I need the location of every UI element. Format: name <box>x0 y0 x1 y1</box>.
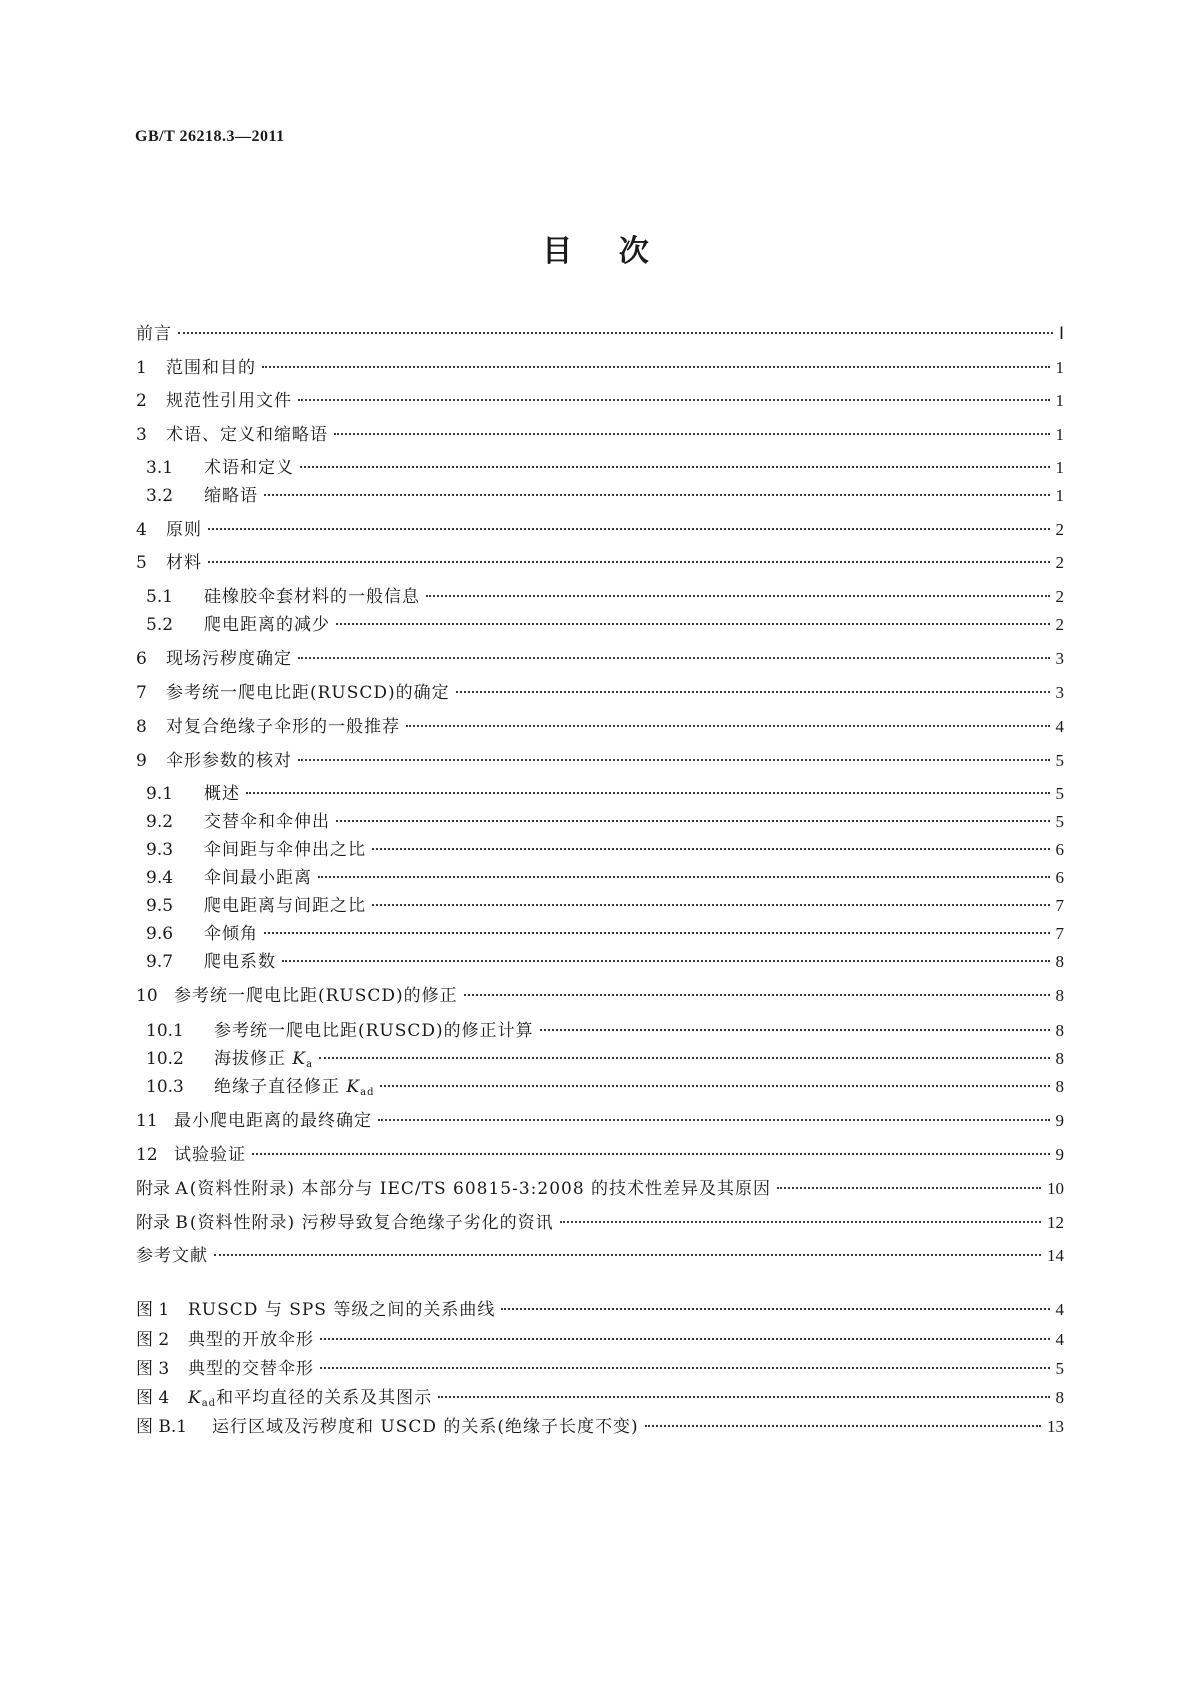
toc-entry-page: 4 <box>1055 1330 1064 1349</box>
toc-entry-number: 6 <box>136 649 147 669</box>
toc-entry-number: 9.5 <box>146 896 174 916</box>
toc-entry[interactable] <box>146 613 1064 637</box>
toc-entry-title: 爬电距离与间距之比 <box>204 896 366 916</box>
toc-entry[interactable] <box>146 456 1064 480</box>
toc-entry[interactable] <box>136 1143 1064 1167</box>
toc-entry-page: 2 <box>1055 587 1064 606</box>
dot-leader <box>464 994 1050 996</box>
toc-entry[interactable] <box>146 838 1064 862</box>
toc-entry-number: 附录 B <box>136 1213 188 1233</box>
toc-entry[interactable] <box>136 647 1064 671</box>
toc-entry-page: 1 <box>1055 391 1064 410</box>
toc-entry[interactable] <box>136 322 1064 346</box>
toc-entry-number: 9.6 <box>146 924 174 944</box>
toc-entry-page: Ⅰ <box>1058 324 1064 343</box>
dot-leader <box>208 528 1050 530</box>
toc-entry-page: 5 <box>1055 784 1064 803</box>
toc-entry-title: 伞间最小距离 <box>204 868 312 888</box>
toc-entry-page: 5 <box>1055 751 1064 770</box>
toc-entry-page: 6 <box>1055 840 1064 859</box>
toc-entry-page: 8 <box>1055 1077 1064 1096</box>
toc-entry[interactable] <box>136 1415 1064 1439</box>
toc-entry-number: 9.7 <box>146 952 174 972</box>
toc-entry-number: 9.3 <box>146 840 174 860</box>
toc-entry-number: 图 B.1 <box>136 1417 188 1437</box>
toc-entry-number: 9 <box>136 751 147 771</box>
toc-entry-page: 1 <box>1055 458 1064 477</box>
toc-entry-title: (资料性附录) 污秽导致复合绝缘子劣化的资讯 <box>189 1213 554 1233</box>
dot-leader <box>540 1029 1050 1031</box>
dot-leader <box>262 366 1050 368</box>
toc-entry-title: 参考文献 <box>136 1246 208 1266</box>
toc-entry-number: 10.3 <box>146 1077 184 1097</box>
toc-entry[interactable] <box>136 681 1064 705</box>
subscript: ad <box>201 1398 217 1409</box>
toc-entry[interactable] <box>136 715 1064 739</box>
toc-entry[interactable] <box>136 1328 1064 1352</box>
toc-entry-number: 3.1 <box>146 458 174 478</box>
toc-entry[interactable] <box>136 518 1064 542</box>
toc-entry-page: 2 <box>1055 520 1064 539</box>
toc-entry-title: 规范性引用文件 <box>166 391 292 411</box>
toc-entry-number: 5.1 <box>146 587 174 607</box>
toc-entry-number: 9.2 <box>146 812 174 832</box>
toc-entry-page: 2 <box>1055 615 1064 634</box>
toc-entry-page: 4 <box>1055 717 1064 736</box>
toc-entry-title: 原则 <box>166 520 202 540</box>
toc-entry-number: 10 <box>136 986 158 1006</box>
toc-entry-number: 1 <box>136 358 147 378</box>
toc-entry-page: 3 <box>1055 649 1064 668</box>
toc-entry-number: 9.1 <box>146 784 174 804</box>
toc-entry-number: 图 4 <box>136 1388 170 1408</box>
toc-entry-title: 爬电系数 <box>204 952 276 972</box>
toc-entry[interactable] <box>146 1047 1064 1071</box>
toc-entry-number: 8 <box>136 717 147 737</box>
dot-leader <box>264 932 1050 934</box>
toc-entry[interactable] <box>146 922 1064 946</box>
dot-leader <box>298 657 1050 659</box>
toc-entry[interactable] <box>136 1357 1064 1381</box>
toc-entry-page: 5 <box>1055 1359 1064 1378</box>
toc-entry-title: 运行区域及污秽度和 USCD 的关系(绝缘子长度不变) <box>212 1417 639 1437</box>
dot-leader <box>378 1119 1050 1121</box>
toc-entry-title: 硅橡胶伞套材料的一般信息 <box>204 587 420 607</box>
toc-entry-number: 10.1 <box>146 1021 184 1041</box>
toc-entry-page: 5 <box>1055 812 1064 831</box>
toc-entry-page: 2 <box>1055 553 1064 572</box>
toc-entry-page: 8 <box>1055 952 1064 971</box>
toc-entry[interactable] <box>136 984 1064 1008</box>
dot-leader <box>501 1308 1049 1310</box>
toc-entry-page: 7 <box>1055 924 1064 943</box>
toc-entry[interactable] <box>136 551 1064 575</box>
dot-leader <box>777 1187 1041 1189</box>
toc-entry-page: 8 <box>1055 1021 1064 1040</box>
toc-entry-page: 1 <box>1055 358 1064 377</box>
toc-entry-number: 图 3 <box>136 1359 170 1379</box>
toc-entry-page: 6 <box>1055 868 1064 887</box>
subscript: a <box>306 1059 314 1070</box>
dot-leader <box>336 820 1050 822</box>
toc-entry-page: 9 <box>1055 1111 1064 1130</box>
toc-entry[interactable] <box>136 1211 1064 1235</box>
toc-entry-page: 13 <box>1047 1417 1064 1436</box>
toc-entry-title: 概述 <box>204 784 240 804</box>
toc-entry-title: 参考统一爬电比距(RUSCD)的修正计算 <box>214 1021 534 1041</box>
toc-entry-number: 3 <box>136 425 147 445</box>
dot-leader <box>560 1221 1041 1223</box>
toc-entry-title: 前言 <box>136 324 172 344</box>
toc-entry-page: 14 <box>1047 1246 1064 1265</box>
toc-entry-page: 4 <box>1055 1300 1064 1319</box>
toc-entry[interactable] <box>146 950 1064 974</box>
toc-entry-title: 伞间距与伞伸出之比 <box>204 840 366 860</box>
dot-leader <box>264 494 1050 496</box>
toc-entry-number: 5 <box>136 553 147 573</box>
toc-entry-number: 10.2 <box>146 1049 184 1069</box>
toc-entry-page: 1 <box>1055 486 1064 505</box>
dot-leader <box>208 561 1050 563</box>
dot-leader <box>320 1338 1050 1340</box>
dot-leader <box>298 399 1050 401</box>
dot-leader <box>406 725 1050 727</box>
dot-leader <box>282 960 1050 962</box>
toc-entry[interactable] <box>146 1075 1064 1099</box>
dot-leader <box>334 433 1050 435</box>
dot-leader <box>252 1153 1050 1155</box>
toc-entry-number: 2 <box>136 391 147 411</box>
page-title: 目 次 <box>542 234 649 269</box>
toc-entry[interactable] <box>136 1177 1064 1201</box>
toc-entry-title: 典型的交替伞形 <box>188 1359 314 1379</box>
toc-entry[interactable] <box>146 585 1064 609</box>
toc-entry[interactable] <box>146 484 1064 508</box>
toc-entry-page: 7 <box>1055 896 1064 915</box>
toc-entry-title: 参考统一爬电比距(RUSCD)的确定 <box>166 683 450 703</box>
dot-leader <box>214 1254 1041 1256</box>
toc-entry-number: 12 <box>136 1145 158 1165</box>
toc-entry[interactable] <box>146 866 1064 890</box>
dot-leader <box>300 466 1050 468</box>
dot-leader <box>246 792 1050 794</box>
dot-leader <box>298 759 1050 761</box>
standard-code: GB/T 26218.3—2011 <box>135 128 285 145</box>
toc-entry-page: 12 <box>1047 1213 1064 1232</box>
toc-entry-title: 对复合绝缘子伞形的一般推荐 <box>166 717 400 737</box>
toc-entry-number: 附录 A <box>136 1179 188 1199</box>
toc-entry[interactable] <box>136 1298 1064 1322</box>
toc-entry[interactable] <box>136 1386 1064 1410</box>
toc-entry-title: 绝缘子直径修正 $K_{ad}$ <box>214 1077 375 1098</box>
toc-entry-title: 伞形参数的核对 <box>166 751 292 771</box>
toc-entry-number: 3.2 <box>146 486 174 506</box>
toc-entry-page: 8 <box>1055 1388 1064 1407</box>
dot-leader <box>372 904 1050 906</box>
toc-entry-title: 范围和目的 <box>166 358 256 378</box>
dot-leader <box>318 876 1050 878</box>
toc-entry-page: 8 <box>1055 1049 1064 1068</box>
toc-entry-number: 图 1 <box>136 1300 170 1320</box>
dot-leader <box>426 595 1050 597</box>
toc-entry-title: 试验验证 <box>174 1145 246 1165</box>
toc-entry[interactable] <box>136 1244 1064 1268</box>
dot-leader <box>336 623 1050 625</box>
toc-entry[interactable] <box>136 356 1064 380</box>
dot-leader <box>320 1367 1050 1369</box>
toc-entry-page: 3 <box>1055 683 1064 702</box>
toc-entry-title: 爬电距离的减少 <box>204 615 330 635</box>
toc-entry-title: 术语、定义和缩略语 <box>166 425 328 445</box>
toc-entry[interactable] <box>146 1019 1064 1043</box>
toc-entry-number: 9.4 <box>146 868 174 888</box>
toc-entry-title: 海拔修正 $K_a$ <box>214 1049 314 1070</box>
toc-entry-title: RUSCD 与 SPS 等级之间的关系曲线 <box>188 1300 496 1320</box>
dot-leader <box>372 848 1050 850</box>
toc-entry[interactable] <box>136 389 1064 413</box>
subscript: ad <box>360 1087 375 1098</box>
toc-entry-title: 现场污秽度确定 <box>166 649 292 669</box>
toc-entry[interactable] <box>136 423 1064 447</box>
toc-entry-page: 10 <box>1047 1179 1064 1198</box>
toc-entry-title: 交替伞和伞伸出 <box>204 812 330 832</box>
dot-leader <box>178 332 1053 334</box>
toc-entry[interactable] <box>146 782 1064 806</box>
toc-entry-number: 11 <box>136 1111 158 1131</box>
toc-entry-title: 参考统一爬电比距(RUSCD)的修正 <box>174 986 458 1006</box>
dot-leader <box>380 1085 1049 1087</box>
toc-entry-page: 9 <box>1055 1145 1064 1164</box>
toc-entry-page: 1 <box>1055 425 1064 444</box>
toc-entry-title: 伞倾角 <box>204 924 258 944</box>
toc-entry[interactable] <box>136 1109 1064 1133</box>
toc-entry-page: 8 <box>1055 986 1064 1005</box>
toc-entry-number: 7 <box>136 683 147 703</box>
toc-entry-title: 最小爬电距离的最终确定 <box>174 1111 372 1131</box>
toc-entry-title: 材料 <box>166 553 202 573</box>
toc-entry-title: 术语和定义 <box>204 458 294 478</box>
toc-entry-title: (资料性附录) 本部分与 IEC/TS 60815-3:2008 的技术性差异及其原因 <box>189 1179 772 1199</box>
toc-entry-number: 图 2 <box>136 1330 170 1350</box>
toc-entry-title: 缩略语 <box>204 486 258 506</box>
toc-entry[interactable] <box>136 749 1064 773</box>
toc-entry-title: 典型的开放伞形 <box>188 1330 314 1350</box>
toc-entry[interactable] <box>146 894 1064 918</box>
dot-leader <box>456 691 1050 693</box>
toc-entry-title: $K_{ad}$和平均直径的关系及其图示 <box>188 1388 433 1409</box>
dot-leader <box>438 1396 1049 1398</box>
toc-entry-number: 5.2 <box>146 615 174 635</box>
toc-entry-number: 4 <box>136 520 147 540</box>
dot-leader <box>645 1425 1041 1427</box>
dot-leader <box>319 1057 1049 1059</box>
toc-entry[interactable] <box>146 810 1064 834</box>
